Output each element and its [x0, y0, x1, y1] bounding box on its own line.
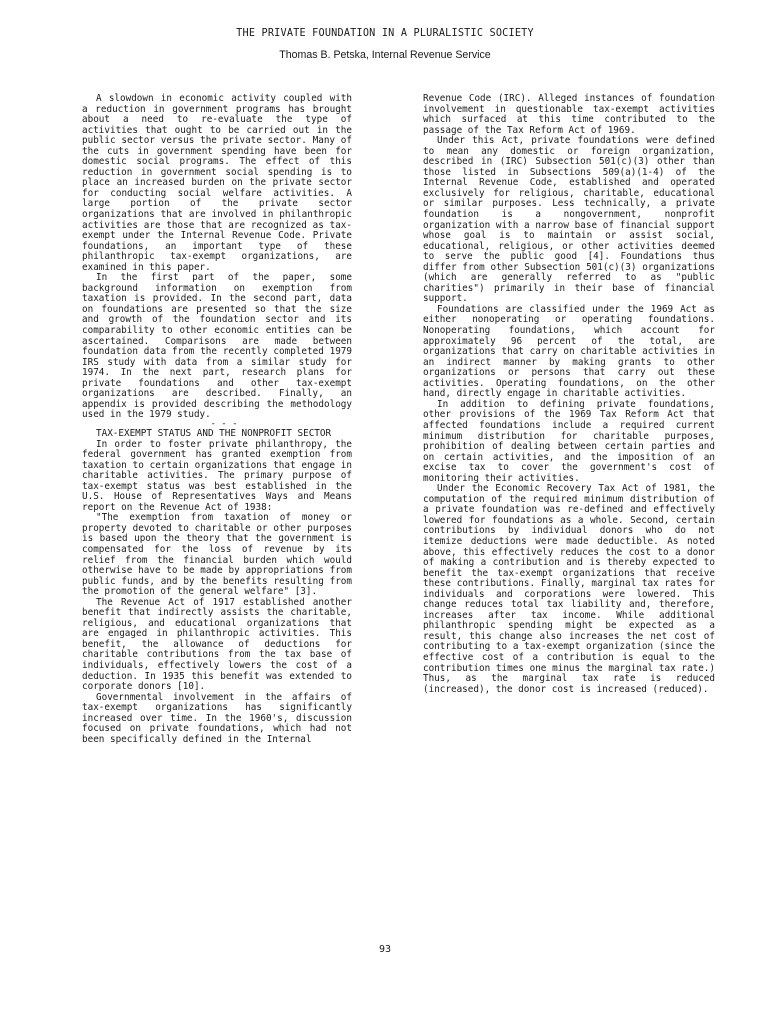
separator: - - -	[210, 418, 238, 429]
paragraph: Governmental involvement in the affairs of tax-exempt organizations has significantly increased over time. In the 1960's, discussion focused on private foundations, which had not been specifically defined in the Internal	[82, 691, 352, 745]
paragraph: Foundations are classified under the 1969 Act as either nonoperating or operating foundations. Nonoperating foundations, which account for approximately 96 percent of the total, are organizations that carry on charitable activities in an indirect manner by making grants to other organizations or persons that carry out these activities. Operating foundations, on the other hand, directly engage in charitable activities.	[423, 303, 715, 400]
page-number: 93	[378, 944, 392, 955]
paragraph: In addition to defining private foundations, other provisions of the 1969 Tax Reform Act that affected foundations include a required current minimum distribution for charitable purposes, prohibition of dealing between certain parties and on certain activities, and the imposition of an excise tax to cover the government's cost of monitoring their activities.	[423, 398, 715, 484]
section-heading: TAX-EXEMPT STATUS AND THE NONPROFIT SECTOR	[96, 427, 332, 439]
author-byline: Thomas B. Petska, Internal Revenue Service	[279, 49, 491, 61]
paragraph: In the first part of the paper, some background information on exemption from taxation is provided. In the second part, data on foundations are presented so that the size and growth of the foundation sector and its comparability to other economic entities can be ascertained. Comparisons are made between foundation data from the recently completed 1979 IRS study with data from a similar study for 1974. In the next part, research plans for private foundations and other tax-exempt organizations are described. Finally, an appendix is provided describing the methodology used in the 1979 study.	[82, 272, 352, 421]
right-column	[423, 94, 715, 695]
paragraph: Under this Act, private foundations were defined to mean any domestic or foreign organization, described in (IRC) Subsection 501(c)(3) other than those listed in Subsections 509(a)(1-4) of the Internal Revenue Code, established and operated exclusively for religious, charitable, educational or similar purposes. Less technically, a private foundation is a nongovernment, nonprofit organization with a narrow base of financial support whose goal is to maintain or assist social, educational, religious, or other activities deemed to serve the public good [4]. Foundations thus differ from other Subsection 501(c)(3) organizations (which are generally referred to as "public charities") primarily in their base of financial support.	[423, 135, 715, 305]
paragraph: A slowdown in economic activity coupled with a reduction in government programs has brought about a need to re-evaluate the type of activities that ought to be carried out in the public sector versus the private sector. Many of the cuts in government spending have been for domestic social programs. The effect of this reduction in government social spending is to place an increased burden on the private sector for conducting social welfare activities. A large portion of the private sector organizations that are involved in philanthropic activities are those that are recognized as tax-exempt under the Internal Revenue Code. Private foundations, an important type of these philanthropic tax-exempt organizations, are examined in this paper.	[82, 93, 352, 273]
page-header	[0, 28, 770, 61]
paper-title: THE PRIVATE FOUNDATION IN A PLURALISTIC SOCIETY	[236, 28, 534, 39]
block-quote: "The exemption from taxation of money or property devoted to charitable or other purposes is based upon the theory that the government is compensated for the loss of revenue by its relief from the financial burden which would otherwise have to be made by appropriations from public funds, and by the benefits resulting from the promotion of the general welfare" [3].	[82, 512, 352, 598]
paragraph: The Revenue Act of 1917 established another benefit that indirectly assists the charitable, religious, and educational organizations that are engaged in philanthropic activities. This benefit, the allowance of deductions for charitable contributions from the tax base of individuals, effectively lowers the cost of a deduction. In 1935 this benefit was extended to corporate donors [10].	[82, 596, 352, 693]
paragraph: In order to foster private philanthropy, the federal government has granted exemption from taxation to certain organizations that engage in charitable activities. The primary purpose of tax-exempt status was best established in the U.S. House of Representatives Ways and Means report on the Revenue Act of 1938:	[82, 438, 352, 513]
paragraph: Under the Economic Recovery Tax Act of 1981, the computation of the required minimum distribution of a private foundation was re-defined and effectively lowered for foundations as a whole. Second, certain contributions by individual donors who do not itemize deductions were made deductible. As noted above, this effectively reduces the cost to a donor of making a contribution and is thereby expected to benefit the tax-exempt organizations that receive these contributions. Finally, marginal tax rates for individuals and corporations were lowered. This change reduces total tax liability and, therefore, increases after tax income. While additional philanthropic spending might be expected as a result, this change also increases the net cost of contributing to a tax-exempt organization (since the effective cost of a contribution is equal to the contribution times one minus the marginal tax rate.) Thus, as the marginal tax rate is reduced (increased), the donor cost is increased (reduced).	[423, 483, 715, 695]
left-column	[82, 94, 352, 745]
paragraph: Revenue Code (IRC). Alleged instances of foundation involvement in questionable tax-exempt activities which surfaced at this time contributed to the passage of the Tax Reform Act of 1969.	[423, 93, 715, 136]
